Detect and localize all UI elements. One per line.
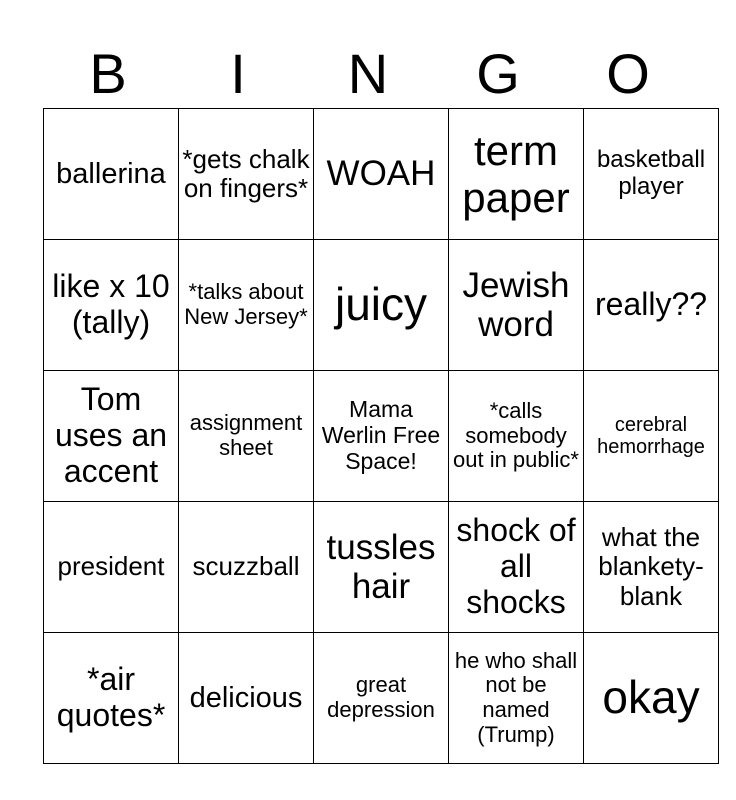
board-row-2 [44, 240, 719, 371]
board-row-4 [44, 502, 719, 633]
bingo-cell[interactable]: assignment sheet [179, 371, 314, 502]
bingo-cell[interactable]: delicious [179, 633, 314, 764]
bingo-cell[interactable]: tussles hair [314, 502, 449, 633]
bingo-cell[interactable]: WOAH [314, 109, 449, 240]
header-letter-b: B [89, 42, 127, 105]
bingo-cell[interactable]: ballerina [44, 109, 179, 240]
bingo-cell[interactable]: *calls somebody out in public* [449, 371, 584, 502]
board-row-3 [44, 371, 719, 502]
bingo-cell[interactable]: *air quotes* [44, 633, 179, 764]
bingo-cell[interactable]: juicy [314, 240, 449, 371]
bingo-cell[interactable]: cerebral hemorrhage [584, 371, 719, 502]
bingo-cell[interactable]: term paper [449, 109, 584, 240]
bingo-cell[interactable]: basketball player [584, 109, 719, 240]
header-letter-o: O [606, 42, 650, 105]
bingo-cell[interactable]: *gets chalk on fingers* [179, 109, 314, 240]
bingo-cell[interactable]: okay [584, 633, 719, 764]
header-letter-n: N [347, 42, 389, 105]
bingo-cell[interactable]: Jewish word [449, 240, 584, 371]
bingo-cell[interactable]: Tom uses an accent [44, 371, 179, 502]
header-letter-g: G [476, 42, 520, 105]
bingo-cell[interactable]: president [44, 502, 179, 633]
board-row-1 [44, 109, 719, 240]
bingo-cell[interactable]: shock of all shocks [449, 502, 584, 633]
bingo-cell[interactable]: *talks about New Jersey* [179, 240, 314, 371]
free-space-cell[interactable]: Mama Werlin Free Space! [314, 371, 449, 502]
bingo-cell[interactable]: great depression [314, 633, 449, 764]
header-letter-i: I [230, 42, 246, 105]
bingo-header [43, 40, 693, 108]
bingo-cell[interactable]: what the blankety-blank [584, 502, 719, 633]
bingo-cell[interactable]: he who shall not be named (Trump) [449, 633, 584, 764]
bingo-cell[interactable]: like x 10 (tally) [44, 240, 179, 371]
board-row-5 [44, 633, 719, 764]
bingo-board [43, 108, 719, 764]
bingo-cell[interactable]: really?? [584, 240, 719, 371]
bingo-cell[interactable]: scuzzball [179, 502, 314, 633]
